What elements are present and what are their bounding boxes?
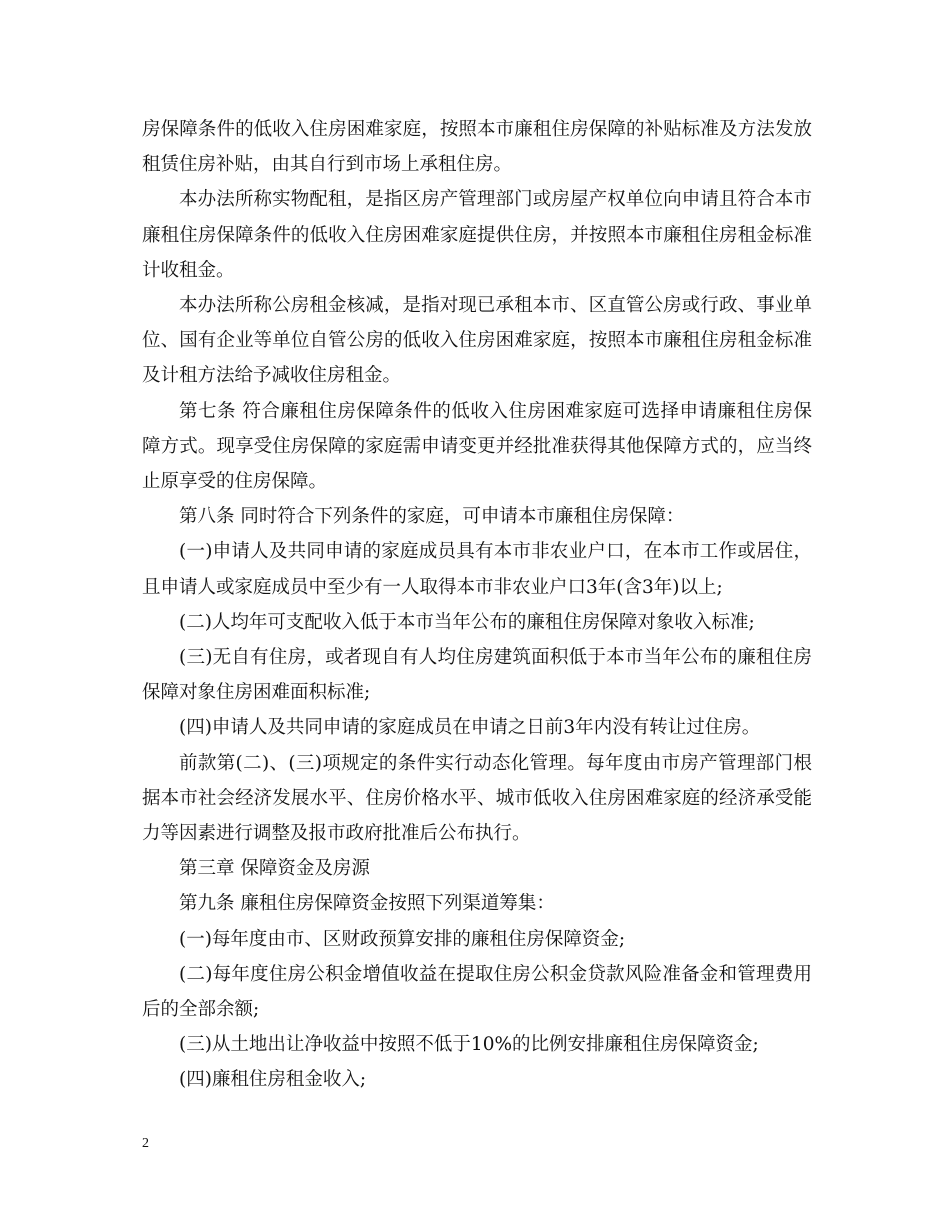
paragraph-rent-reduction: 本办法所称公房租金核减，是指对现已承租本市、区直管公房或行政、事业单位、国有企业等单位自管公房的低收入住房困难家庭，按照本市廉租住房租金标准及计租方法给予减收住房租金。 <box>142 295 812 387</box>
paragraph-article-8-item-4: (四)申请人及共同申请的家庭成员在申请之日前3年内没有转让过住房。 <box>179 717 761 739</box>
paragraph-article-8: 第八条 同时符合下列条件的家庭，可申请本市廉租住房保障： <box>179 506 685 528</box>
paragraph-article-9-item-1: (一)每年度由市、区财政预算安排的廉租住房保障资金; <box>179 928 626 950</box>
paragraph-dynamic-management: 前款第(二)、(三)项规定的条件实行动态化管理。每年度由市房产管理部门根据本市社会经济发展水平、住房价格水平、城市低收入住房困难家庭的经济承受能力等因素进行调整及报市政府批准后公布执行。 <box>142 752 812 845</box>
chapter-3-heading: 第三章 保障资金及房源 <box>179 858 370 880</box>
page-number: 2 <box>142 1136 149 1151</box>
paragraph-article-7: 第七条 符合廉租住房保障条件的低收入住房困难家庭可选择申请廉租住房保障方式。现享受住房保障的家庭需申请变更并经批准获得其他保障方式的，应当终止原享受的住房保障。 <box>142 400 812 493</box>
paragraph-article-8-item-2: (二)人均年可支配收入低于本市当年公布的廉租住房保障对象收入标准; <box>179 611 755 633</box>
document-body <box>142 112 812 1098</box>
paragraph-article-8-item-1: (一)申请人及共同申请的家庭成员具有本市非农业户口，在本市工作或居住，且申请人或家庭成员中至少有一人取得本市非农业户口3年(含3年)以上; <box>142 541 812 598</box>
paragraph-article-9-item-3: (三)从土地出让净收益中按照不低于10%的比例安排廉租住房保障资金; <box>179 1034 759 1056</box>
paragraph-article-8-item-3: (三)无自有住房，或者现自有人均住房建筑面积低于本市当年公布的廉租住房保障对象住房困难面积标准; <box>142 647 812 704</box>
paragraph-article-9-item-2: (二)每年度住房公积金增值收益在提取住房公积金贷款风险准备金和管理费用后的全部余额; <box>142 963 812 1021</box>
paragraph-article-9-item-4: (四)廉租住房租金收入; <box>179 1069 367 1091</box>
paragraph-physical-allocation: 本办法所称实物配租，是指区房产管理部门或房屋产权单位向申请且符合本市廉租住房保障条件的低收入住房困难家庭提供住房，并按照本市廉租住房租金标准计收租金。 <box>142 189 812 281</box>
paragraph-continuation: 房保障条件的低收入住房困难家庭，按照本市廉租住房保障的补贴标准及方法发放租赁住房补贴，由其自行到市场上承租住房。 <box>142 119 812 176</box>
paragraph-article-9: 第九条 廉租住房保障资金按照下列渠道筹集： <box>179 893 555 915</box>
